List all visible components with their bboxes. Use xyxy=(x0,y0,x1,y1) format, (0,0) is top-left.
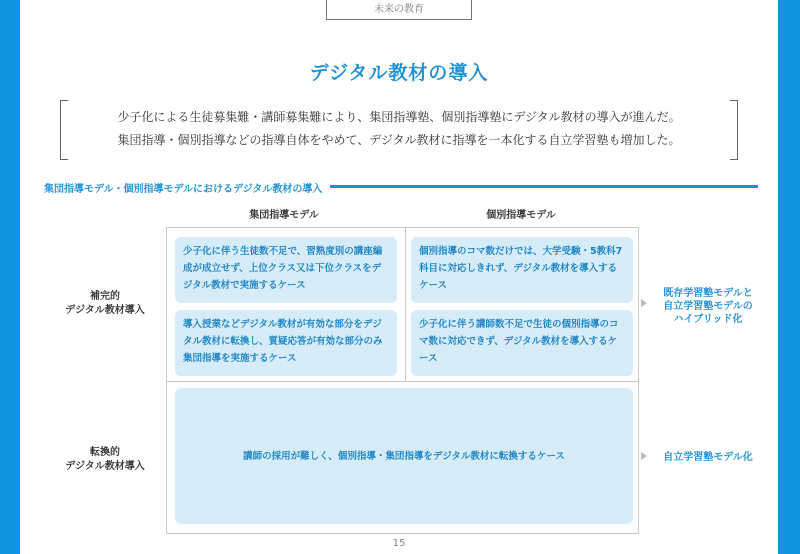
intro-text xyxy=(60,100,738,152)
intro-line-2: 集団指導・個別指導などの指導自体をやめて、デジタル教材に指導を一本化する自立学習塾も増加した。 xyxy=(117,133,681,147)
right-bracket xyxy=(730,100,738,160)
column-header-individual: 個別指導モデル xyxy=(486,210,556,221)
outcome-self-study: 自立学習塾モデル化 xyxy=(663,452,753,463)
row-header-line: デジタル教材導入 xyxy=(65,305,145,316)
case-card: 個別指導のコマ数だけでは、大学受験・5教科7科目に対応しきれず、デジタル教材を導入するケース xyxy=(411,237,633,303)
section-heading: 集団指導モデル・個別指導モデルにおけるデジタル教材の導入 xyxy=(44,180,330,195)
left-bracket xyxy=(60,100,68,160)
case-card-text: 講師の採用が難しく、個別指導・集団指導をデジタル教材に転換するケース xyxy=(243,450,565,462)
page-title: デジタル教材の導入 xyxy=(309,62,489,84)
outcome-line: 既存学習塾モデルと xyxy=(663,288,753,299)
outcome-line: 自立学習塾モデルの xyxy=(663,301,753,312)
document-page xyxy=(20,0,778,554)
chapter-tab: 未来の教育 xyxy=(326,0,472,20)
grid-divider-horizontal xyxy=(167,381,638,382)
row-header-line: 補完的 xyxy=(90,291,120,302)
arrow-right-icon xyxy=(641,452,647,460)
matrix-grid xyxy=(166,227,639,534)
case-card: 導入授業などデジタル教材が有効な部分をデジタル教材に転換し、質疑応答が有効な部分のみ集団指導を実施するケース xyxy=(175,310,397,376)
intro-box xyxy=(60,100,738,160)
case-card: 少子化に伴う講師数不足で生徒の個別指導のコマ数に対応できず、デジタル教材を導入するケース xyxy=(411,310,633,376)
case-card: 少子化に伴う生徒数不足で、習熟度別の講座編成が成立せず、上位クラス又は下位クラスをデジタル教材で実施するケース xyxy=(175,237,397,303)
page-number: 15 xyxy=(392,538,406,549)
row-header-line: デジタル教材導入 xyxy=(65,461,145,472)
outcome-line: ハイブリッド化 xyxy=(673,314,743,325)
arrow-right-icon xyxy=(641,299,647,307)
intro-line-1: 少子化による生徒募集難・講師募集難により、集団指導塾、個別指導塾にデジタル教材の導入が進んだ。 xyxy=(117,110,681,124)
column-header-group: 集団指導モデル xyxy=(249,210,319,221)
grid-divider-vertical xyxy=(405,228,406,381)
row-header-transformative xyxy=(50,446,160,474)
row-header-line: 転換的 xyxy=(90,447,120,458)
outcome-hybrid xyxy=(648,287,768,326)
case-card-wide xyxy=(175,388,633,524)
row-header-supplementary xyxy=(50,290,160,318)
